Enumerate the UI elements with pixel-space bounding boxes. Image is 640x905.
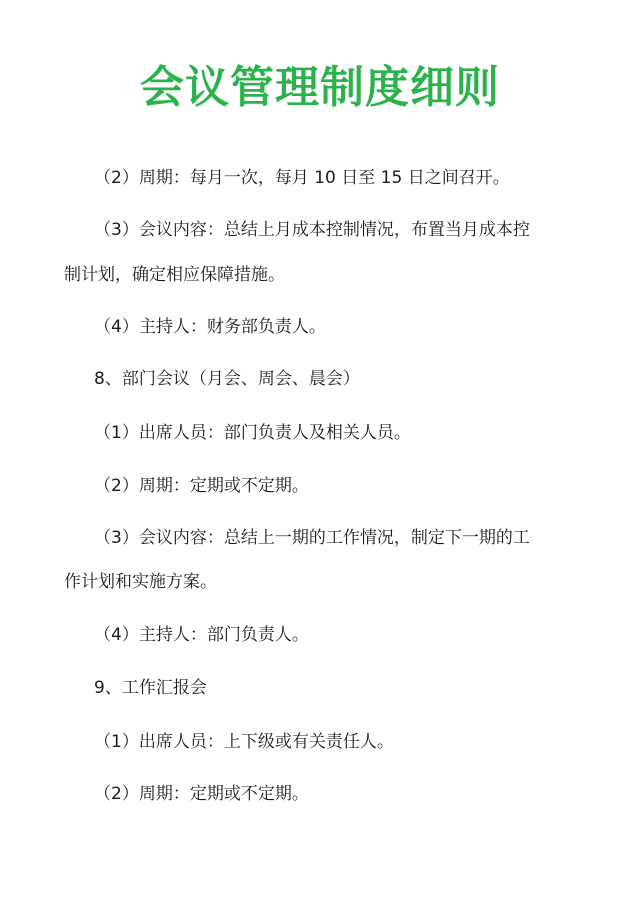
- text-line: （3）会议内容：总结上月成本控制情况，布置当月成本控: [94, 220, 530, 240]
- text-line: 制计划，确定相应保障措施。: [64, 265, 285, 285]
- section-heading: 8、部门会议（月会、周会、晨会）: [94, 369, 360, 389]
- text-line: （1）出席人员：上下级或有关责任人。: [94, 732, 394, 752]
- text-line: （2）周期：定期或不定期。: [94, 784, 309, 804]
- text-line: （2）周期：定期或不定期。: [94, 476, 309, 496]
- text-line: 作计划和实施方案。: [64, 572, 217, 592]
- text-line: （2）周期：每月一次，每月 10 日至 15 日之间召开。: [94, 168, 510, 188]
- text-line: （4）主持人：部门负责人。: [94, 625, 309, 645]
- section-heading: 9、工作汇报会: [94, 678, 207, 698]
- text-line: （3）会议内容：总结上一期的工作情况，制定下一期的工: [94, 528, 530, 548]
- text-line: （4）主持人：财务部负责人。: [94, 317, 326, 337]
- text-line: （1）出席人员：部门负责人及相关人员。: [94, 423, 411, 443]
- document-title: 会议管理制度细则: [140, 62, 500, 113]
